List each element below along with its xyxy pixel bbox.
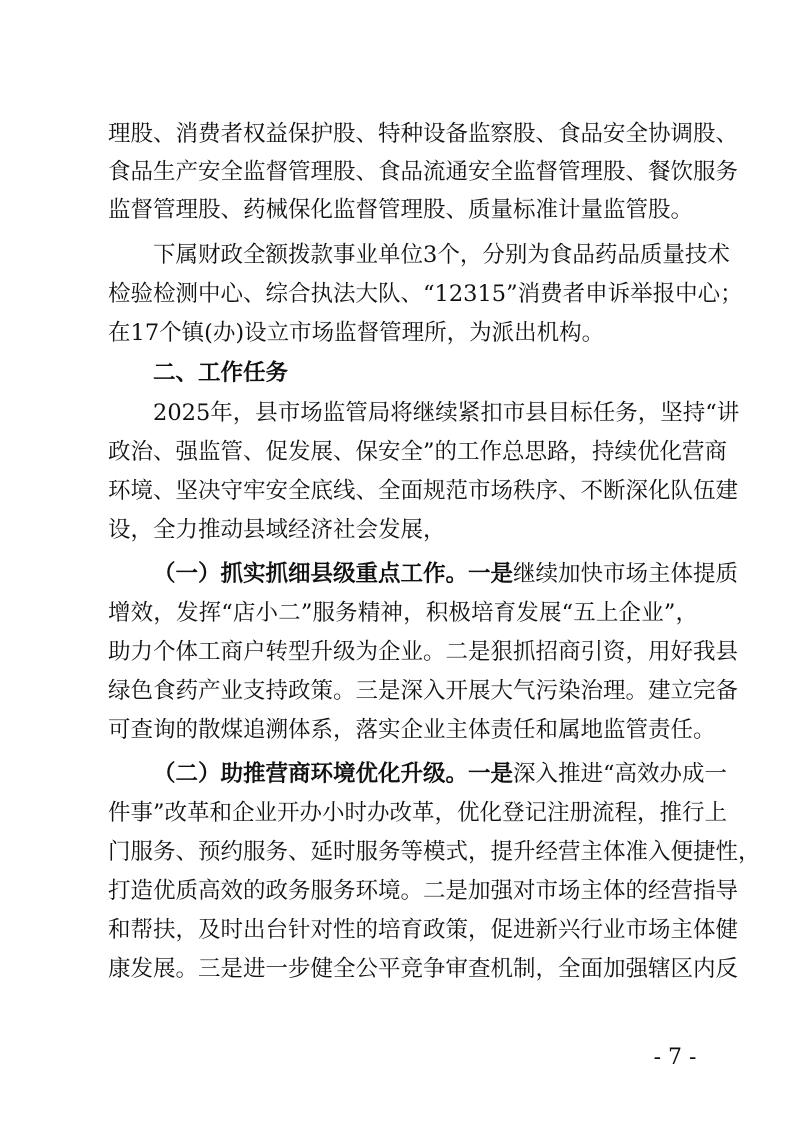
- item-1-rest: 继续加快市场主体提质: [513, 561, 739, 587]
- body-line: 打造优质高效的政务服务环境。二是加强对市场主体的经营指导: [108, 878, 739, 904]
- section-heading: 二、工作任务: [153, 360, 289, 386]
- body-line: 理股、消费者权益保护股、特种设备监察股、食品安全协调股、: [108, 121, 739, 147]
- item-2-title: （二）助推营商环境优化升级。: [153, 761, 469, 787]
- paragraph-item-1-first-line: [153, 559, 739, 589]
- body-line: 件事”改革和企业开办小时办改革，优化登记注册流程，推行上: [108, 800, 728, 826]
- item-2-rest: 深入推进“高效办成一: [513, 761, 728, 787]
- body-line: 绿色食药产业支持政策。三是深入开展大气污染治理。建立完备: [108, 678, 739, 704]
- body-line: 康发展。三是进一步健全公平竞争审查机制，全面加强辖区内反: [108, 956, 739, 982]
- paragraph-item-2-first-line: [153, 759, 728, 789]
- body-line: 下属财政全额拨款事业单位3个，分别为食品药品质量技术: [153, 242, 730, 268]
- body-line: 门服务、预约服务、延时服务等模式，提升经营主体准入便捷性，: [108, 839, 761, 865]
- body-line: 2025年，县市场监管局将继续紧扣市县目标任务，坚持“讲: [153, 400, 740, 426]
- body-line: 助力个体工商户转型升级为企业。二是狠抓招商引资，用好我县: [108, 639, 739, 665]
- body-line: 食品生产安全监督管理股、食品流通安全监督管理股、餐饮服务: [108, 159, 739, 185]
- body-line: 检验检测中心、综合执法大队、“12315”消费者申诉举报中心；: [108, 281, 743, 307]
- body-line: 可查询的散煤追溯体系，落实企业主体责任和属地监管责任。: [108, 717, 716, 743]
- item-1-title: （一）抓实抓细县级重点工作。: [153, 561, 469, 587]
- item-1-lead: 一是: [468, 561, 514, 587]
- page-number: - 7 -: [653, 1045, 697, 1070]
- body-line: 和帮扶，及时出台针对性的培育政策，促进新兴行业市场主体健: [108, 917, 739, 943]
- body-line: 环境、坚决守牢安全底线、全面规范市场秩序、不断深化队伍建: [108, 478, 739, 504]
- body-line: 增效，发挥“店小二”服务精神，积极培育发展“五上企业”，: [108, 600, 698, 626]
- body-line: 政治、强监管、促发展、保安全”的工作总思路，持续优化营商: [108, 439, 728, 465]
- body-line: 在17个镇(办)设立市场监督管理所，为派出机构。: [108, 320, 605, 346]
- body-line: 监督管理股、药械保化监督管理股、质量标准计量监管股。: [108, 197, 694, 223]
- body-line: 设，全力推动县域经济社会发展，: [108, 517, 446, 543]
- item-2-lead: 一是: [468, 761, 514, 787]
